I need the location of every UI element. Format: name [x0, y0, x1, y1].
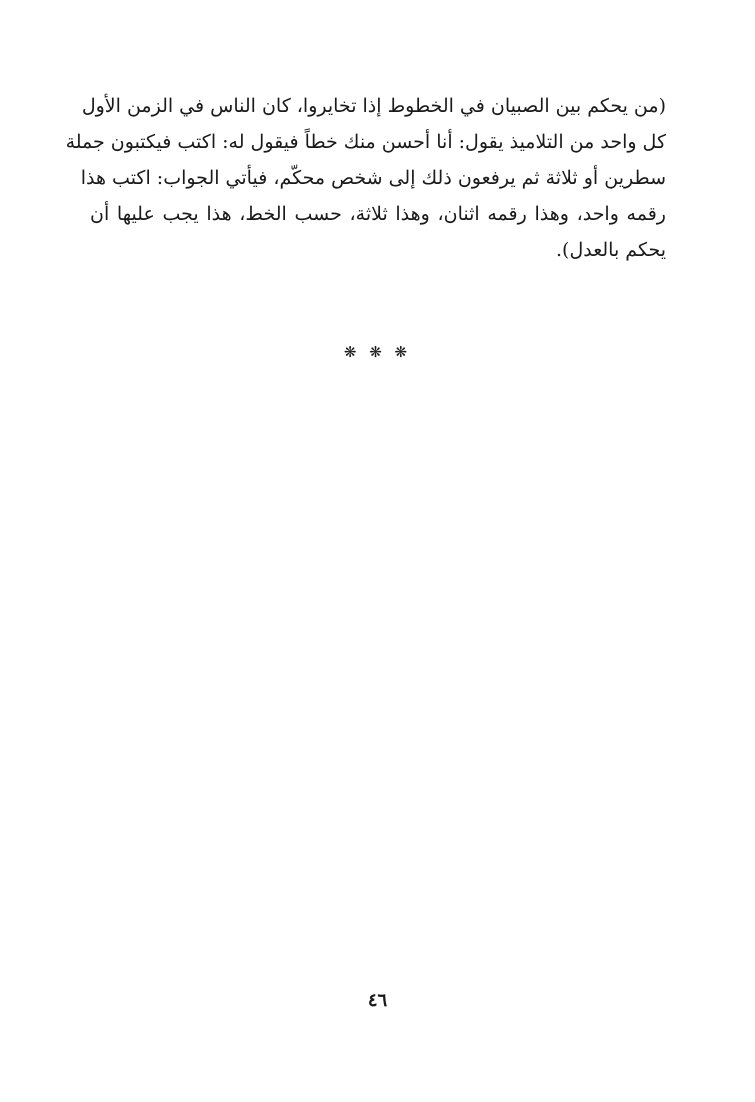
paragraph-line: رقمه واحد، وهذا رقمه اثنان، وهذا ثلاثة، حسب الخط، هذا يجب عليها أن	[90, 203, 666, 225]
body-paragraph	[65, 88, 666, 268]
paragraph-line: (من يحكم بين الصبيان في الخطوط إذا تخايروا، كان الناس في الزمن الأول	[81, 95, 666, 117]
paragraph-line: كل واحد من التلاميذ يقول: أنا أحسن منك خطاً فيقول له: اكتب فيكتبون جملة	[65, 131, 666, 153]
page-number: ٤٦	[367, 990, 388, 1011]
section-separator: ❋ ❋ ❋	[343, 343, 412, 361]
paragraph-line: سطرين أو ثلاثة ثم يرفعون ذلك إلى شخص محكّم، فيأتي الجواب: اكتب هذا	[80, 167, 666, 189]
paragraph-line: يحكم بالعدل).	[556, 239, 666, 261]
